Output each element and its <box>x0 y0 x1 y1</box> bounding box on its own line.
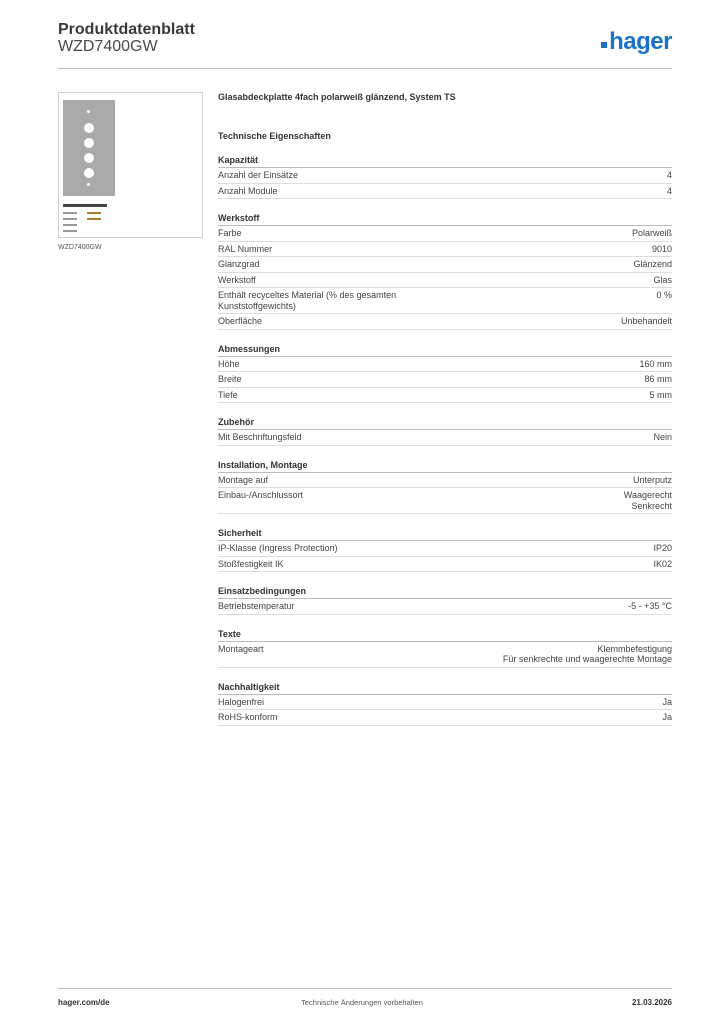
property-value-line: Ja <box>662 696 672 707</box>
property-row <box>218 168 672 184</box>
footer-website-link[interactable]: hager.com/de <box>58 998 110 1007</box>
property-value-line: Ja <box>662 712 672 722</box>
property-label: Stoßfestigkeit IK <box>218 558 284 569</box>
cover-plate-image <box>63 100 115 196</box>
property-label: Werkstoff <box>218 274 256 285</box>
property-value <box>650 390 673 401</box>
property-value <box>662 712 672 723</box>
thumbnail-line <box>63 230 77 232</box>
property-row <box>218 357 672 373</box>
section-title: Werkstoff <box>218 213 672 226</box>
property-row <box>218 226 672 242</box>
plate-dot <box>87 183 90 186</box>
property-label: RAL Nummer <box>218 243 273 254</box>
property-row <box>218 257 672 273</box>
hager-logo <box>601 27 672 57</box>
plate-hole <box>84 168 94 178</box>
property-label: Betriebstemperatur <box>218 601 295 611</box>
property-value <box>639 359 672 370</box>
property-row <box>218 388 672 404</box>
property-label: Halogenfrei <box>218 696 265 707</box>
property-section <box>218 344 672 404</box>
property-value-line: -5 - +35 °C <box>628 601 672 611</box>
property-value-line: Für senkrechte und waagerechte Montage <box>502 654 672 664</box>
property-value-line: Glas <box>653 274 672 285</box>
article-number: WZD7400GW <box>58 38 158 55</box>
property-value-line: Klemmbefestigung <box>597 643 672 654</box>
plate-dot <box>87 110 90 113</box>
property-value <box>624 490 672 511</box>
property-label: Enthält recyceltes Material (% des gesamten Kunststoffgewichts) <box>218 290 397 311</box>
section-title: Nachhaltigkeit <box>218 682 672 695</box>
property-value-line: Nein <box>653 432 672 442</box>
property-row <box>218 473 672 489</box>
property-row <box>218 599 672 615</box>
property-label: Mit Beschriftungsfeld <box>218 432 302 442</box>
property-section <box>218 528 672 572</box>
product-image <box>58 92 203 238</box>
property-label: Anzahl der Einsätze <box>218 170 299 180</box>
property-row <box>218 314 672 330</box>
section-title: Zubehör <box>218 417 672 430</box>
property-section <box>218 629 672 668</box>
property-section <box>218 586 672 615</box>
property-value-line: 160 mm <box>639 358 672 369</box>
section-title: Texte <box>218 629 672 642</box>
property-value-line: Senkrecht <box>631 500 672 511</box>
section-title: Sicherheit <box>218 528 672 541</box>
property-value <box>621 316 672 327</box>
property-value-line: IP20 <box>653 543 672 553</box>
footer-date: 21.03.2026 <box>631 998 672 1007</box>
property-row <box>218 695 672 711</box>
property-label: Montage auf <box>218 474 269 485</box>
plate-hole <box>84 153 94 163</box>
product-details <box>218 92 672 726</box>
logo-mark-icon <box>601 42 607 48</box>
property-value <box>653 543 672 554</box>
property-label: Breite <box>218 374 242 384</box>
tech-properties-heading: Technische Eigenschaften <box>218 131 331 141</box>
property-value <box>667 170 672 181</box>
thumbnail-line <box>63 218 77 220</box>
logo-text: hager <box>609 28 672 55</box>
property-label: Montageart <box>218 643 264 654</box>
property-row <box>218 273 672 289</box>
property-value <box>633 259 672 270</box>
plate-hole <box>84 138 94 148</box>
thumbnail-line <box>63 204 107 207</box>
header-divider <box>58 68 672 69</box>
property-value-line: Glänzend <box>633 259 672 269</box>
property-value <box>653 275 672 286</box>
property-value <box>632 228 672 239</box>
thumbnail-line <box>87 218 101 220</box>
property-value-line: 4 <box>666 170 672 180</box>
property-value-line: 86 mm <box>644 374 672 384</box>
property-label: Anzahl Module <box>218 185 278 196</box>
thumbnail-line <box>63 224 77 226</box>
property-label: Einbau-/Anschlussort <box>218 490 304 500</box>
property-section <box>218 460 672 515</box>
property-row <box>218 372 672 388</box>
property-row <box>218 184 672 200</box>
property-row <box>218 488 672 514</box>
property-value-line: 5 mm <box>649 389 672 400</box>
section-title: Kapazität <box>218 155 672 168</box>
property-row <box>218 288 672 314</box>
property-section <box>218 682 672 726</box>
property-value <box>644 374 672 385</box>
property-value-line: IK02 <box>653 558 672 569</box>
variant-thumbnails <box>63 204 107 234</box>
property-value <box>653 432 672 443</box>
property-value-line: 0 % <box>656 290 672 300</box>
property-row <box>218 557 672 573</box>
property-row <box>218 541 672 557</box>
property-label: RoHS-konform <box>218 712 278 722</box>
property-label: Glanzgrad <box>218 259 260 269</box>
property-value <box>662 697 672 708</box>
property-value-line: 4 <box>666 185 672 196</box>
property-label: Tiefe <box>218 389 238 400</box>
property-row <box>218 242 672 258</box>
property-value-line: 9010 <box>651 243 672 254</box>
footer-divider <box>58 988 672 989</box>
property-value-line: Unterputz <box>632 474 672 485</box>
page-title: Produktdatenblatt <box>58 21 195 38</box>
property-value <box>503 644 672 665</box>
property-section <box>218 417 672 446</box>
thumbnail-line <box>63 212 77 214</box>
property-value <box>653 559 672 570</box>
property-section <box>218 213 672 330</box>
property-label: Höhe <box>218 358 240 369</box>
property-row <box>218 642 672 668</box>
property-label: IP-Klasse (Ingress Protection) <box>218 543 338 553</box>
section-title: Einsatzbedingungen <box>218 586 672 599</box>
section-title: Abmessungen <box>218 344 672 357</box>
thumbnail-line <box>87 212 101 214</box>
image-caption: WZD7400GW <box>58 244 102 251</box>
property-row <box>218 430 672 446</box>
property-value <box>633 475 672 486</box>
product-description: Glasabdeckplatte 4fach polarweiß glänzend, System TS <box>218 92 456 102</box>
property-label: Oberfläche <box>218 316 263 326</box>
property-value <box>652 244 672 255</box>
property-row <box>218 710 672 726</box>
property-value-line: Waagerecht <box>623 490 672 500</box>
section-title: Installation, Montage <box>218 460 672 473</box>
property-value <box>628 601 672 612</box>
property-value-line: Polarweiß <box>631 228 672 238</box>
property-value <box>656 290 672 311</box>
property-section <box>218 155 672 199</box>
property-sections <box>218 155 672 726</box>
footer-notice: Technische Änderungen vorbehalten <box>301 998 423 1007</box>
property-value-line: Unbehandelt <box>620 316 672 326</box>
property-value <box>667 186 672 197</box>
property-label: Farbe <box>218 228 242 238</box>
plate-hole <box>84 123 94 133</box>
